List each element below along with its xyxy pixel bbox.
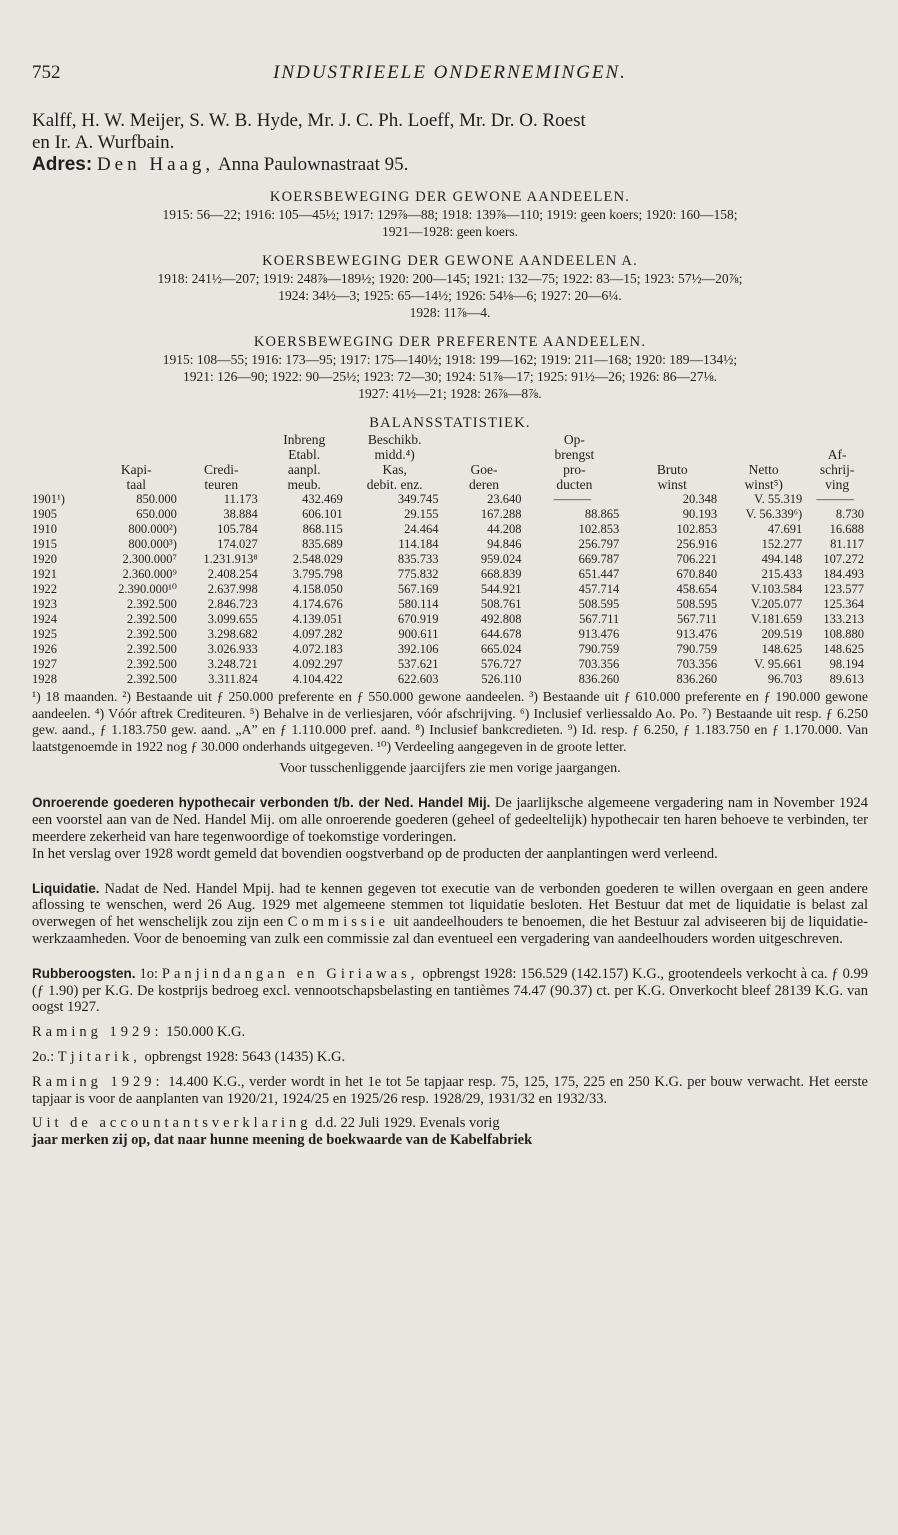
table-cell: 2.300.000⁷ xyxy=(122,552,177,566)
table-cell: 102.853 xyxy=(578,522,620,536)
raming-2-text: 14.400 K.G., verder wordt in het 1e tot 5e tapjaar resp. 75, 125, 175, 225 en 250 K.G. per bouw verwacht. Het eerste tapjaar is voor de aanplanten van 1920/21, 1924/25 en 1925/26 resp. 1928/29, 1931/32 en 1932/33. xyxy=(32,1073,868,1107)
table-cell: 900.611 xyxy=(398,627,439,641)
row-year: 1910 xyxy=(32,522,57,536)
table-cell: 432.469 xyxy=(302,492,343,506)
table-cell: 3.026.933 xyxy=(207,642,258,656)
table-cell: 2.392.500 xyxy=(126,642,177,656)
table-cell: 108.880 xyxy=(823,627,864,641)
table-row xyxy=(32,597,868,612)
board-line-2: en Ir. A. Wurfbain. xyxy=(32,132,175,153)
table-cell: V. 95.661 xyxy=(754,657,803,671)
table-cell: 458.654 xyxy=(676,582,718,596)
balans-table xyxy=(32,432,868,687)
balans-column-header: Bruto winst xyxy=(656,462,688,492)
table-cell: 3.795.798 xyxy=(292,567,343,581)
table-cell: 567.711 xyxy=(579,612,620,626)
page-body xyxy=(32,110,868,1149)
table-cell: 836.260 xyxy=(578,672,620,686)
table-row xyxy=(32,627,868,642)
table-cell: 4.158.050 xyxy=(292,582,343,596)
table-cell: 508.761 xyxy=(480,597,522,611)
voor-note: Voor tusschenliggende jaarcijfers zie men vorige jaargangen. xyxy=(279,761,621,777)
table-cell: 494.148 xyxy=(761,552,803,566)
table-cell: 81.117 xyxy=(830,537,864,551)
table-cell: 209.519 xyxy=(761,627,803,641)
table-cell: 2.392.500 xyxy=(126,657,177,671)
table-cell: ——— xyxy=(816,492,854,506)
rubber-text-a: 1o: xyxy=(139,965,158,982)
table-cell: 775.832 xyxy=(397,567,439,581)
koers-preferente-line: 1927: 41½—21; 1928: 26⅞—8⅞. xyxy=(358,386,542,401)
balans-column-header: Op- brengst pro- ducten xyxy=(554,432,595,492)
rubber-second-text: opbrengst 1928: 5643 (1435) K.G. xyxy=(144,1048,346,1065)
table-cell: 580.114 xyxy=(398,597,439,611)
table-cell: 850.000 xyxy=(136,492,177,506)
table-cell: 2.390.000¹⁰ xyxy=(118,582,177,596)
address-line xyxy=(32,154,868,176)
table-cell: 567.169 xyxy=(397,582,439,596)
table-cell: 96.703 xyxy=(767,672,803,686)
table-cell: 576.727 xyxy=(480,657,522,671)
balans-column-header: Af- schrij- ving xyxy=(819,447,855,492)
row-year: 1923 xyxy=(32,597,57,611)
table-cell: 88.865 xyxy=(584,507,620,521)
row-year: 1925 xyxy=(32,627,57,641)
balans-column-header: Goe- deren xyxy=(468,462,499,492)
table-cell: 16.688 xyxy=(829,522,864,536)
table-cell: 790.759 xyxy=(676,642,718,656)
table-cell: 98.194 xyxy=(829,657,864,671)
table-cell: 4.092.297 xyxy=(292,657,343,671)
liquidatie-text-b: uit aandeelhouders te benoemen, die het Bestuur zal adviseeren bij de liquidatie-werkzaamheden. Voor de benoeming van zulk een commissie zal dan eventueel een vergadering van aandeelhouders worden uitgeschreven. xyxy=(32,914,869,947)
row-year: 1921 xyxy=(32,567,57,581)
address-city: Den Haag, xyxy=(96,154,215,175)
table-cell: V. 55.319 xyxy=(754,492,803,506)
table-cell: 184.493 xyxy=(823,567,864,581)
table-cell: 644.678 xyxy=(480,627,522,641)
rubber-second-label: 2o.: xyxy=(32,1048,55,1065)
table-row xyxy=(32,552,868,567)
table-cell: 706.221 xyxy=(676,552,718,566)
rubber-lead: Rubberoogsten. xyxy=(32,965,136,981)
table-cell: 8.730 xyxy=(835,507,864,521)
table-cell: 622.603 xyxy=(397,672,439,686)
table-cell: 4.139.051 xyxy=(292,612,343,626)
table-cell: 29.155 xyxy=(404,507,439,521)
table-cell: 537.621 xyxy=(397,657,439,671)
table-cell: 11.173 xyxy=(223,492,258,506)
row-year: 1922 xyxy=(32,582,57,596)
running-header xyxy=(32,62,868,86)
table-cell: 835.733 xyxy=(397,552,439,566)
table-cell: 567.711 xyxy=(676,612,718,626)
table-cell: 492.808 xyxy=(480,612,522,626)
table-row xyxy=(32,642,868,657)
raming-1 xyxy=(32,1024,868,1041)
row-year: 1926 xyxy=(32,642,57,656)
table-cell: 133.213 xyxy=(823,612,864,626)
board-members xyxy=(32,110,868,154)
address-street: Anna Paulownastraat 95. xyxy=(217,154,409,175)
table-cell: 2.392.500 xyxy=(126,627,177,641)
balans-column-header: Netto winst⁵) xyxy=(744,462,783,492)
koers-gewone-title: KOERSBEWEGING DER GEWONE AANDEELEN. xyxy=(269,189,631,205)
table-cell: 215.433 xyxy=(761,567,803,581)
table-cell: 94.846 xyxy=(487,537,522,551)
onroerende-lead: Onroerende goederen hypothecair verbonden t/b. der Ned. Handel Mij. xyxy=(32,795,491,811)
table-cell: 790.759 xyxy=(578,642,620,656)
table-cell: 174.027 xyxy=(217,537,258,551)
rubber-place-2: Tjitarik, xyxy=(57,1048,141,1065)
page-number: 752 xyxy=(32,62,61,83)
table-cell: 392.106 xyxy=(397,642,439,656)
table-cell: ——— xyxy=(553,492,592,506)
table-cell: 2.360.000⁹ xyxy=(122,567,177,581)
table-cell: 38.884 xyxy=(223,507,258,521)
table-row xyxy=(32,567,868,582)
table-cell: 148.625 xyxy=(761,642,803,656)
rubber-second xyxy=(32,1049,868,1066)
table-cell: 90.193 xyxy=(682,507,718,521)
onroerende-text: De jaarlijksche algemeene vergadering nam in November 1924 een voorstel aan van de Ned. Handel Mij. om alle onroerende goederen (geheel of gedeeltelijk) hypothecair ten haren behoeve te verbinden, ter meerdere zekerheid van hare tegenwoordige of toekomstige vorderingen. xyxy=(32,795,869,845)
table-cell: 835.689 xyxy=(302,537,343,551)
table-cell: 349.745 xyxy=(397,492,439,506)
table-cell: 868.115 xyxy=(302,522,343,536)
table-cell: 2.392.500 xyxy=(126,597,177,611)
table-cell: 2.637.998 xyxy=(207,582,258,596)
table-cell: 2.392.500 xyxy=(126,612,177,626)
table-cell: 89.613 xyxy=(829,672,864,686)
liquidatie-text-a: Nadat de Ned. Handel Mpij. had te kennen gegeven tot executie van de verbonden goederen te willen overgaan en geen andere aflossing te wenschen, werd 26 Aug. 1929 met algemeene stemmen tot liquidatie besloten. Het Bestuur dat met de liquidatie is belast zal overwegen of het wenschelijk zou zijn een xyxy=(32,880,868,931)
table-cell: 4.104.422 xyxy=(292,672,343,686)
accountant-last-line: jaar merken zij op, dat naar hunne meening de boekwaarde van de Kabelfabriek xyxy=(32,1132,533,1149)
table-cell: 508.595 xyxy=(676,597,718,611)
table-cell: 24.464 xyxy=(404,522,439,536)
table-cell: 4.072.183 xyxy=(292,642,343,656)
liquidatie-lead: Liquidatie. xyxy=(32,880,100,896)
table-cell: 526.110 xyxy=(481,672,522,686)
koers-gewone-line: 1921—1928: geen koers. xyxy=(381,224,519,239)
table-cell: 669.787 xyxy=(578,552,620,566)
raming-2-label: Raming 1929: xyxy=(32,1073,164,1090)
balans-footnotes: ¹) 18 maanden. ²) Bestaande uit ƒ 250.000 preferente en ƒ 550.000 gewone aandeelen. ³) Bestaande uit ƒ 610.000 preferente en ƒ 190.000 gewone aandeelen. ⁴) Vóór aftrek Crediteuren. ⁵) Behalve in de verliesjaren, vóór afschrijving. ⁶) Inclusief verliessaldo Ao. Po. ⁷) Bestaande uit resp. ƒ 6.250 gew. aand., ƒ 1.183.750 gew. aand. „A” en ƒ 1.110.000 pref. aand. ⁸) Inclusief bankcredieten. ⁹) Id. resp. ƒ 6.250, ƒ 1.183.750 en ƒ 1.170.000. Van laatstgenoemde in 1922 nog ƒ 30.000 onderhands uitgegeven. ¹⁰) Verdeeling aangegeven in de groote letter. xyxy=(32,689,868,754)
table-cell: V.205.077 xyxy=(751,597,803,611)
koers-gewone-a-line: 1918: 241½—207; 1919: 248⅞—189½; 1920: 200—145; 1921: 132—75; 1922: 83—15; 1923: 57½—20⅞; xyxy=(157,271,743,286)
balans-body xyxy=(32,492,868,687)
row-year: 1928 xyxy=(32,672,57,686)
table-row xyxy=(32,492,868,507)
table-cell: 836.260 xyxy=(676,672,718,686)
koers-gewone-line: 1915: 56—22; 1916: 105—45½; 1917: 129⅞—88; 1918: 139⅞—110; 1919: geen koers; 1920: 160—158; xyxy=(162,207,738,222)
raming-2 xyxy=(32,1074,868,1108)
table-cell: 665.024 xyxy=(480,642,522,656)
table-cell: 3.099.655 xyxy=(207,612,258,626)
table-cell: 3.311.824 xyxy=(208,672,258,686)
onroerende-text-2: In het verslag over 1928 wordt gemeld dat bovendien oogstverband op de producten der aanplantingen werd verleend. xyxy=(32,845,718,862)
balans-header-row xyxy=(32,432,868,492)
koers-gewone-a-title: KOERSBEWEGING DER GEWONE AANDEELEN A. xyxy=(262,253,638,269)
table-cell: 44.208 xyxy=(487,522,522,536)
balans-column-header: Kapi- taal xyxy=(120,462,152,492)
table-cell: 800.000³) xyxy=(128,537,177,551)
koers-preferente-title: KOERSBEWEGING DER PREFERENTE AANDEELEN. xyxy=(253,334,647,350)
koers-gewone-a-line: 1924: 34½—3; 1925: 65—14½; 1926: 54⅛—6; 1927: 20—6¼. xyxy=(278,288,622,303)
table-cell: 959.024 xyxy=(480,552,522,566)
balans-title: BALANSSTATISTIEK. xyxy=(369,415,531,431)
table-row xyxy=(32,507,868,522)
accountant-text: d.d. 22 Juli 1929. Evenals vorig xyxy=(315,1115,500,1132)
table-row xyxy=(32,672,868,687)
onroerende-paragraph-2 xyxy=(32,846,868,863)
table-cell: 913.476 xyxy=(676,627,718,641)
table-cell: 102.853 xyxy=(676,522,718,536)
table-cell: 47.691 xyxy=(767,522,803,536)
table-cell: 114.184 xyxy=(398,537,439,551)
rubber-paragraph xyxy=(32,966,868,1016)
accountant-paragraph xyxy=(32,1115,868,1149)
table-cell: 668.839 xyxy=(480,567,522,581)
table-cell: V.181.659 xyxy=(751,612,803,626)
table-cell: 125.364 xyxy=(823,597,864,611)
table-cell: 703.356 xyxy=(578,657,620,671)
table-cell: 152.277 xyxy=(761,537,803,551)
table-cell: 105.784 xyxy=(217,522,258,536)
table-cell: 23.640 xyxy=(487,492,522,506)
table-cell: 670.840 xyxy=(676,567,718,581)
table-cell: 508.595 xyxy=(578,597,620,611)
liquidatie-paragraph xyxy=(32,881,868,948)
table-row xyxy=(32,522,868,537)
table-cell: 3.248.721 xyxy=(207,657,258,671)
table-cell: 148.625 xyxy=(823,642,864,656)
koers-gewone-a-line: 1928: 11⅞—4. xyxy=(409,305,491,320)
raming-1-value: 150.000 K.G. xyxy=(166,1024,246,1041)
row-year: 1901¹) xyxy=(32,492,65,506)
address-label: Adres: xyxy=(32,154,93,175)
table-row xyxy=(32,537,868,552)
running-title: INDUSTRIEELE ONDERNEMINGEN. xyxy=(273,62,627,83)
table-cell: 123.577 xyxy=(823,582,864,596)
balans-column-header: Beschikb. midd.⁴) Kas, debit. enz. xyxy=(366,432,423,492)
table-cell: 4.174.676 xyxy=(292,597,343,611)
row-year: 1920 xyxy=(32,552,57,566)
table-cell: 3.298.682 xyxy=(207,627,258,641)
table-cell: V.103.584 xyxy=(751,582,803,596)
table-cell: 2.408.254 xyxy=(207,567,258,581)
table-cell: 913.476 xyxy=(578,627,620,641)
table-cell: 651.447 xyxy=(578,567,620,581)
balans-column-header: Inbreng Etabl. aanpl. meub. xyxy=(283,432,326,492)
table-cell: 703.356 xyxy=(676,657,718,671)
table-cell: V. 56.339⁶) xyxy=(745,507,803,521)
table-row xyxy=(32,612,868,627)
row-year: 1905 xyxy=(32,507,57,521)
table-cell: 4.097.282 xyxy=(292,627,343,641)
table-cell: 800.000²) xyxy=(128,522,177,536)
raming-1-label: Raming 1929: xyxy=(32,1024,163,1041)
table-cell: 167.288 xyxy=(480,507,522,521)
table-cell: 256.916 xyxy=(676,537,718,551)
row-year: 1927 xyxy=(32,657,57,671)
accountant-lead: Uit de accountantsverklaring xyxy=(32,1115,312,1132)
liquidatie-commissie: Commissie xyxy=(287,914,389,931)
table-cell: 2.392.500 xyxy=(126,672,177,686)
onroerende-paragraph xyxy=(32,795,868,845)
table-cell: 2.846.723 xyxy=(207,597,258,611)
row-year: 1915 xyxy=(32,537,57,551)
table-cell: 544.921 xyxy=(480,582,522,596)
koers-preferente-line: 1921: 126—90; 1922: 90—25½; 1923: 72—30; 1924: 51⅞—17; 1925: 91½—26; 1926: 86—27⅛. xyxy=(182,369,717,384)
table-cell: 107.272 xyxy=(823,552,864,566)
board-line-1: Kalff, H. W. Meijer, S. W. B. Hyde, Mr. J. C. Ph. Loeff, Mr. Dr. O. Roest xyxy=(32,110,586,131)
table-row xyxy=(32,582,868,597)
balans-column-header: Credi- teuren xyxy=(204,462,239,492)
table-row xyxy=(32,657,868,672)
table-cell: 670.919 xyxy=(397,612,439,626)
table-cell: 20.348 xyxy=(682,492,718,506)
table-cell: 457.714 xyxy=(578,582,620,596)
table-cell: 606.101 xyxy=(302,507,343,521)
koers-preferente-line: 1915: 108—55; 1916: 173—95; 1917: 175—140½; 1918: 199—162; 1919: 211—168; 1920: 189—134½; xyxy=(162,352,738,367)
row-year: 1924 xyxy=(32,612,57,626)
table-cell: 256.797 xyxy=(578,537,620,551)
rubber-text-b: opbrengst 1928: 156.529 (142.157) K.G., grootendeels verkocht à ca. ƒ 0.99 (ƒ 1.90) per K.G. De kostprijs bedroeg excl. vennootschapsbelasting en tantièmes 74.47 (90.37) ct. per K.G. Onverkocht bleef 28139 K.G. van oogst 1927. xyxy=(32,965,868,1016)
rubber-place-1: Panjindangan en Giriawas, xyxy=(161,965,419,982)
table-cell: 650.000 xyxy=(136,507,177,521)
table-cell: 1.231.913⁸ xyxy=(203,552,258,566)
table-cell: 2.548.029 xyxy=(292,552,343,566)
